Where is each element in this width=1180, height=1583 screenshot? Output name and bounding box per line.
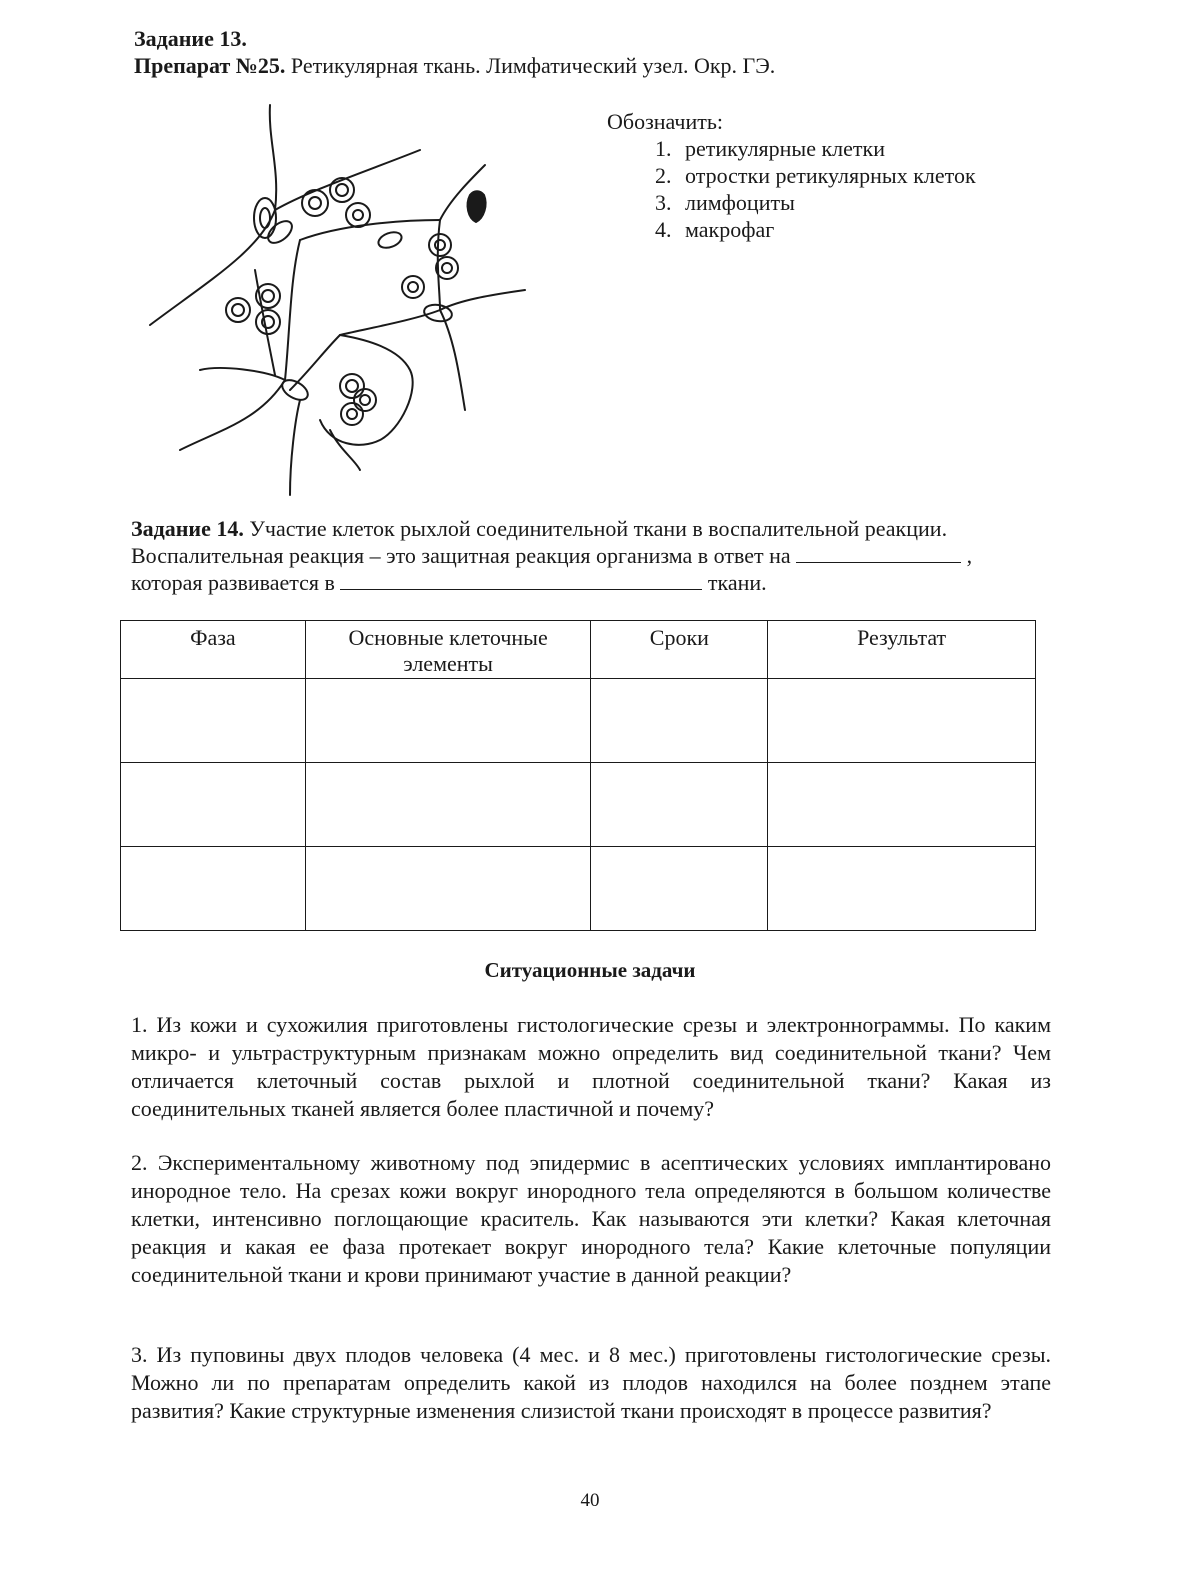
situational-task-1: 1. Из кожи и сухожилия приготовлены гистологические срезы и электронноrраммы. По каким микро- и ультраструктурным признакам можно определить вид соединительной ткани? Чем отличается клеточный состав рыхлой и плотной соединительной ткани? Какая из соединительных тканей является более пластичной и почему? bbox=[131, 1012, 1051, 1121]
task14-block bbox=[131, 515, 1051, 596]
table-cell[interactable] bbox=[591, 847, 768, 931]
table-row bbox=[121, 679, 1036, 763]
label-item: 1. ретикулярные клетки bbox=[677, 135, 976, 162]
table-header-row bbox=[121, 621, 1036, 679]
table-cell[interactable] bbox=[305, 763, 591, 847]
preparation-description: Ретикулярная ткань. Лимфатический узел. Окр. ГЭ. bbox=[285, 53, 776, 78]
situational-task-3: 3. Из пуповины двух плодов человека (4 мес. и 8 мес.) приготовлены гистологические срезы. Можно ли по препаратам определить какой из плодов находился на более позднем этапе развития? Какие структурные изменения слизистой ткани происходят в процессе развития? bbox=[131, 1342, 1051, 1423]
table-cell[interactable] bbox=[591, 763, 768, 847]
task14-line3-end: ткани. bbox=[702, 570, 767, 595]
table-cell[interactable] bbox=[768, 763, 1036, 847]
table-cell[interactable] bbox=[305, 847, 591, 931]
header-result: Результат bbox=[768, 621, 1036, 679]
reticular-tissue-drawing bbox=[140, 100, 540, 500]
preparation-line bbox=[134, 53, 775, 79]
label-heading: Обозначить: bbox=[607, 109, 724, 134]
table-row bbox=[121, 763, 1036, 847]
table-cell[interactable] bbox=[591, 679, 768, 763]
table-row bbox=[121, 847, 1036, 931]
table-cell[interactable] bbox=[121, 847, 306, 931]
preparation-number: Препарат №25. bbox=[134, 53, 286, 78]
situational-task-2: 2. Экспериментальному животному под эпидермис в асептических условиях имплантировано инородное тело. На срезах кожи вокруг инородного тела определяются в большом количестве клетки, интенсивно поглощающие краситель. Как называются эти клетки? Какая клеточная реакция и какая ее фаза протекает вокруг инородного тела? Какие клеточные популяции соединительной ткани и крови принимают участие в данной реакции? bbox=[131, 1150, 1051, 1287]
task14-line3-start: которая развивается в bbox=[131, 570, 335, 595]
answer-blank-1[interactable] bbox=[796, 542, 961, 563]
page-number: 40 bbox=[580, 1490, 600, 1511]
task14-line2 bbox=[131, 542, 1051, 569]
table-cell[interactable] bbox=[305, 679, 591, 763]
task14-title: Задание 14. bbox=[131, 516, 244, 541]
header-phase: Фаза bbox=[121, 621, 306, 679]
task14-title-line bbox=[131, 515, 1051, 542]
header-cell-elements: Основные клеточные элементы bbox=[305, 621, 591, 679]
table-cell[interactable] bbox=[121, 679, 306, 763]
task13-title: Задание 13. bbox=[134, 26, 247, 51]
label-list-block bbox=[607, 108, 976, 243]
task14-title-text: Участие клеток рыхлой соединительной ткани в воспалительной реакции. bbox=[243, 516, 948, 541]
reticular-cell-processes bbox=[150, 105, 525, 495]
label-item: 3. лимфоциты bbox=[677, 189, 976, 216]
label-list bbox=[607, 135, 976, 243]
table-cell[interactable] bbox=[768, 847, 1036, 931]
task14-line2-end: , bbox=[961, 543, 973, 568]
header-timing: Сроки bbox=[591, 621, 768, 679]
situational-tasks-title: Ситуационные задачи bbox=[484, 958, 696, 982]
label-item: 4. макрофаг bbox=[677, 216, 976, 243]
task14-line3 bbox=[131, 569, 1051, 596]
table-cell[interactable] bbox=[768, 679, 1036, 763]
answer-blank-2[interactable] bbox=[340, 569, 702, 590]
task14-line2-text: Воспалительная реакция – это защитная реакция организма в ответ на bbox=[131, 543, 791, 568]
table-cell[interactable] bbox=[121, 763, 306, 847]
label-item: 2. отростки ретикулярных клеток bbox=[677, 162, 976, 189]
inflammation-phase-table bbox=[120, 620, 1036, 931]
